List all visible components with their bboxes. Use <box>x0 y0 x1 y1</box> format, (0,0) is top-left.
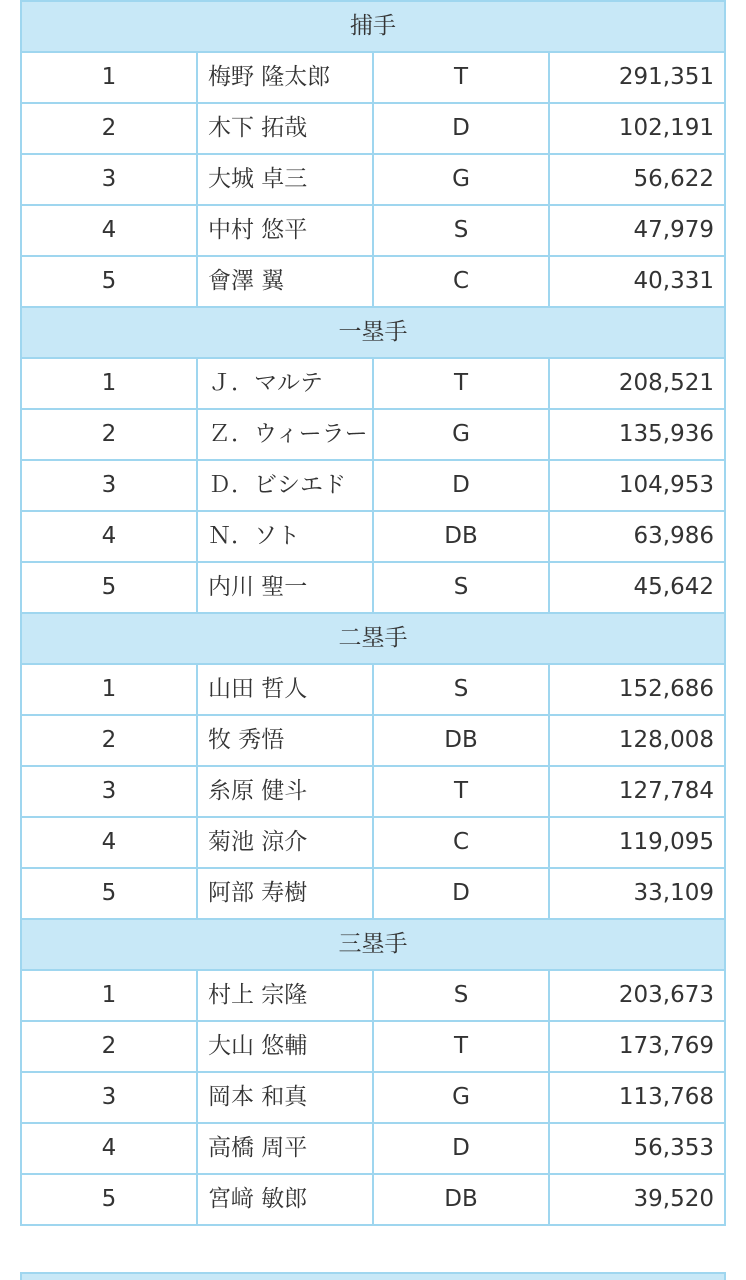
section-header-row <box>21 613 725 664</box>
player-name-cell: 梅野 隆太郎 <box>197 52 373 103</box>
player-name-cell: Ｚ．ウィーラー <box>197 409 373 460</box>
table-row <box>21 1072 725 1123</box>
team-cell: T <box>373 1021 549 1072</box>
table-row <box>21 970 725 1021</box>
votes-cell: 173,769 <box>549 1021 725 1072</box>
votes-cell: 63,986 <box>549 511 725 562</box>
player-name-cell: 村上 宗隆 <box>197 970 373 1021</box>
player-name-cell: 内川 聖一 <box>197 562 373 613</box>
player-name-cell: 阿部 寿樹 <box>197 868 373 919</box>
player-name-cell: 中村 悠平 <box>197 205 373 256</box>
section-title: 三塁手 <box>21 919 725 970</box>
table-row <box>21 511 725 562</box>
votes-cell: 47,979 <box>549 205 725 256</box>
player-name-cell: 高橋 周平 <box>197 1123 373 1174</box>
team-cell: DB <box>373 715 549 766</box>
team-cell: T <box>373 358 549 409</box>
section-header-row <box>21 1 725 52</box>
table-row <box>21 52 725 103</box>
team-cell: G <box>373 1072 549 1123</box>
table-row <box>21 868 725 919</box>
votes-cell: 102,191 <box>549 103 725 154</box>
rank-cell: 5 <box>21 562 197 613</box>
table-row <box>21 256 725 307</box>
votes-cell: 56,622 <box>549 154 725 205</box>
team-cell: G <box>373 154 549 205</box>
player-name-cell: Ｄ．ビシエド <box>197 460 373 511</box>
player-name-cell: 大城 卓三 <box>197 154 373 205</box>
votes-cell: 113,768 <box>549 1072 725 1123</box>
rank-cell: 1 <box>21 970 197 1021</box>
section-title: 捕手 <box>21 1 725 52</box>
table-row <box>21 1021 725 1072</box>
team-cell: S <box>373 970 549 1021</box>
team-cell: C <box>373 256 549 307</box>
table-row <box>21 103 725 154</box>
section-header-row <box>21 919 725 970</box>
rank-cell: 4 <box>21 511 197 562</box>
votes-cell: 40,331 <box>549 256 725 307</box>
team-cell: T <box>373 52 549 103</box>
team-cell: DB <box>373 1174 549 1225</box>
table-row <box>21 1123 725 1174</box>
rank-cell: 2 <box>21 409 197 460</box>
team-cell: C <box>373 817 549 868</box>
team-cell: D <box>373 103 549 154</box>
team-cell: D <box>373 460 549 511</box>
votes-cell: 104,953 <box>549 460 725 511</box>
votes-cell: 56,353 <box>549 1123 725 1174</box>
votes-cell: 128,008 <box>549 715 725 766</box>
rank-cell: 3 <box>21 154 197 205</box>
section-title: 一塁手 <box>21 307 725 358</box>
table-row <box>21 766 725 817</box>
table-row <box>21 817 725 868</box>
vote-ranking-table-container <box>20 0 726 1226</box>
rank-cell: 1 <box>21 52 197 103</box>
rank-cell: 2 <box>21 103 197 154</box>
rank-cell: 1 <box>21 664 197 715</box>
team-cell: D <box>373 1123 549 1174</box>
player-name-cell: Ｎ．ソト <box>197 511 373 562</box>
table-row <box>21 409 725 460</box>
rank-cell: 1 <box>21 358 197 409</box>
player-name-cell: 會澤 翼 <box>197 256 373 307</box>
votes-cell: 39,520 <box>549 1174 725 1225</box>
table-row <box>21 460 725 511</box>
next-section-header-partial <box>20 1272 726 1280</box>
section-header-row <box>21 307 725 358</box>
player-name-cell: Ｊ．マルテ <box>197 358 373 409</box>
rank-cell: 3 <box>21 1072 197 1123</box>
rank-cell: 5 <box>21 1174 197 1225</box>
player-name-cell: 岡本 和真 <box>197 1072 373 1123</box>
player-name-cell: 宮﨑 敏郎 <box>197 1174 373 1225</box>
rank-cell: 3 <box>21 460 197 511</box>
rank-cell: 4 <box>21 817 197 868</box>
team-cell: DB <box>373 511 549 562</box>
vote-ranking-table-body <box>21 1 725 1225</box>
votes-cell: 203,673 <box>549 970 725 1021</box>
player-name-cell: 菊池 涼介 <box>197 817 373 868</box>
table-row <box>21 205 725 256</box>
votes-cell: 119,095 <box>549 817 725 868</box>
player-name-cell: 糸原 健斗 <box>197 766 373 817</box>
votes-cell: 291,351 <box>549 52 725 103</box>
votes-cell: 45,642 <box>549 562 725 613</box>
votes-cell: 127,784 <box>549 766 725 817</box>
team-cell: S <box>373 205 549 256</box>
rank-cell: 2 <box>21 715 197 766</box>
rank-cell: 4 <box>21 205 197 256</box>
table-row <box>21 358 725 409</box>
rank-cell: 5 <box>21 256 197 307</box>
table-row <box>21 664 725 715</box>
team-cell: G <box>373 409 549 460</box>
rank-cell: 4 <box>21 1123 197 1174</box>
rank-cell: 2 <box>21 1021 197 1072</box>
player-name-cell: 木下 拓哉 <box>197 103 373 154</box>
team-cell: D <box>373 868 549 919</box>
votes-cell: 135,936 <box>549 409 725 460</box>
table-row <box>21 1174 725 1225</box>
player-name-cell: 山田 哲人 <box>197 664 373 715</box>
votes-cell: 33,109 <box>549 868 725 919</box>
team-cell: S <box>373 562 549 613</box>
team-cell: T <box>373 766 549 817</box>
vote-ranking-table <box>20 0 726 1226</box>
player-name-cell: 大山 悠輔 <box>197 1021 373 1072</box>
section-title: 二塁手 <box>21 613 725 664</box>
rank-cell: 3 <box>21 766 197 817</box>
table-row <box>21 562 725 613</box>
table-row <box>21 715 725 766</box>
team-cell: S <box>373 664 549 715</box>
votes-cell: 208,521 <box>549 358 725 409</box>
rank-cell: 5 <box>21 868 197 919</box>
table-row <box>21 154 725 205</box>
player-name-cell: 牧 秀悟 <box>197 715 373 766</box>
votes-cell: 152,686 <box>549 664 725 715</box>
